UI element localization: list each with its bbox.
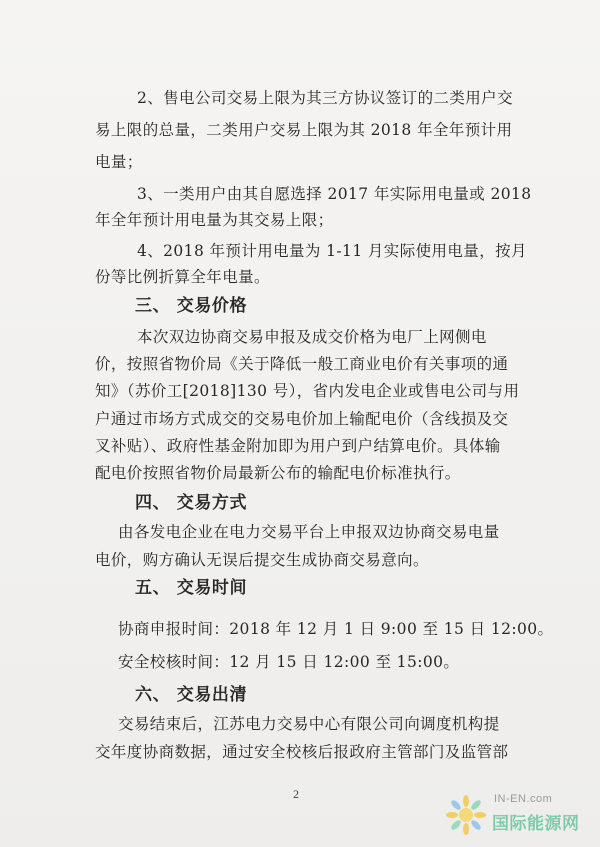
paragraph-line: 3、一类用户由其自愿选择 2017 年实际用电量或 2018: [137, 185, 532, 203]
paragraph-line: 户通过市场方式成交的交易电价加上输配电价（含线损及交: [95, 410, 509, 428]
section-heading-time: 五、 交易时间: [135, 578, 248, 598]
paragraph-line: 协商申报时间：2018 年 12 月 1 日 9:00 至 15 日 12:00。: [118, 620, 554, 638]
section-heading-clearing: 六、 交易出清: [135, 685, 248, 705]
paragraph-line: 交易结束后，江苏电力交易中心有限公司向调度机构提: [118, 715, 500, 733]
paragraph-line: 4、2018 年预计用电量为 1-11 月实际使用电量，按月: [137, 242, 527, 260]
paragraph-line: 交年度协商数据，通过安全校核后报政府主管部门及监管部: [95, 743, 509, 761]
paragraph-line: 由各发电企业在电力交易平台上申报双边协商交易电量: [118, 523, 500, 541]
watermark-brand: 国际能源网: [492, 814, 580, 834]
sun-logo-icon: [442, 791, 490, 839]
section-heading-method: 四、 交易方式: [135, 493, 248, 513]
paragraph-line: 易上限的总量，二类用户交易上限为其 2018 年全年预计用: [95, 121, 513, 139]
paragraph-line: 电量；: [95, 153, 143, 171]
paragraph-line: 年全年预计用电量为其交易上限；: [95, 211, 334, 229]
paragraph-line: 份等比例折算全年电量。: [95, 268, 270, 286]
paragraph-line: 安全校核时间：12 月 15 日 12:00 至 15:00。: [118, 653, 460, 671]
paragraph-line: 配电价按照省物价局最新公布的输配电价标准执行。: [95, 464, 461, 482]
paragraph-line: 本次双边协商交易申报及成交价格为电厂上网侧电: [137, 328, 487, 346]
watermark: [442, 791, 592, 839]
paragraph-line: 知》（苏价工[2018]130 号），省内发电企业或售电公司与用: [95, 382, 520, 400]
watermark-site: IN-EN.com: [494, 793, 553, 805]
paragraph-line: 电价，购方确认无误后提交生成协商交易意向。: [95, 551, 429, 569]
paragraph-line: 价，按照省物价局《关于降低一般工商业电价有关事项的通: [95, 355, 509, 373]
section-heading-price: 三、 交易价格: [135, 296, 248, 316]
page-number: 2: [293, 787, 299, 801]
paragraph-line: 2、售电公司交易上限为其三方协议签订的二类用户交: [137, 89, 513, 107]
paragraph-line: 叉补贴）、政府性基金附加即为用户到户结算电价。具体输: [95, 437, 501, 455]
